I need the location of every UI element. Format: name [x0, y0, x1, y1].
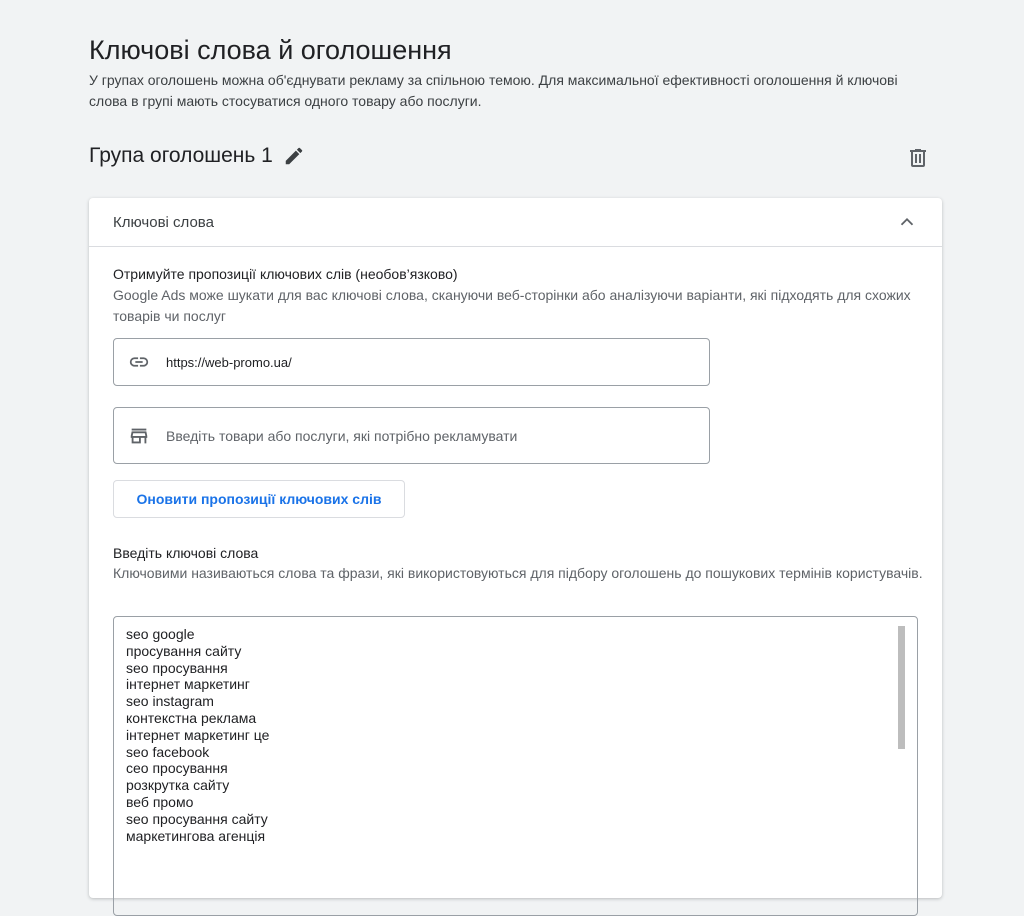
edit-pencil-icon[interactable] [283, 145, 305, 167]
keyword-line: розкрутка сайту [126, 777, 230, 794]
keyword-line: інтернет маркетинг це [126, 726, 270, 743]
keyword-line: інтернет маркетинг [126, 676, 250, 693]
keyword-line: просування сайту [126, 642, 242, 659]
keywords-textarea[interactable] [113, 616, 918, 916]
suggestions-description: Google Ads може шукати для вас ключові слова, скануючи веб-сторінки або аналізуючи варіанти, які підходять для схожих товарів чи послуг [113, 287, 911, 324]
keywords-card [89, 198, 942, 898]
products-input[interactable] [113, 407, 710, 464]
ad-group-name: Група оголошень 1 [89, 144, 273, 167]
page-description: У групах оголошень можна об'єднувати рекламу за спільною темою. Для максимальної ефективності оголошення й ключові слова в групі мають стосуватися одного товару або послуги. [89, 72, 898, 109]
keyword-line: seo facebook [126, 743, 210, 760]
store-icon [128, 425, 150, 447]
keyword-line: контекстна реклама [126, 709, 257, 726]
url-value: https://web-promo.ua/ [166, 354, 292, 370]
enter-keywords-description: Ключовими називаються слова та фрази, які використовуються для підбору оголошень до пошукових термінів користувачів. [113, 565, 923, 581]
keyword-line: seo instagram [126, 693, 214, 710]
keyword-line: seo просування [126, 659, 228, 676]
keyword-line: маркетингова агенція [126, 827, 266, 844]
chevron-up-icon[interactable] [896, 211, 918, 233]
link-icon [128, 351, 150, 373]
delete-trash-icon[interactable] [906, 146, 930, 170]
products-placeholder: Введіть товари або послуги, які потрібно рекламувати [166, 427, 518, 444]
page-title: Ключові слова й оголошення [89, 35, 452, 65]
keyword-line: веб промо [126, 793, 194, 810]
refresh-suggestions-button[interactable]: Оновити пропозиції ключових слів [113, 480, 405, 518]
url-input[interactable] [113, 338, 710, 386]
enter-keywords-title: Введіть ключові слова [113, 545, 259, 561]
keyword-line: сео просування [126, 760, 228, 777]
keywords-card-header[interactable] [89, 198, 942, 247]
keywords-card-title: Ключові слова [113, 213, 214, 231]
suggestions-title: Отримуйте пропозиції ключових слів (необов’язково) [113, 266, 458, 282]
keyword-line: seo просування сайту [126, 810, 268, 827]
keyword-line: seo google [126, 626, 195, 642]
ad-group-title [89, 144, 305, 168]
textarea-scrollbar[interactable] [898, 626, 905, 749]
